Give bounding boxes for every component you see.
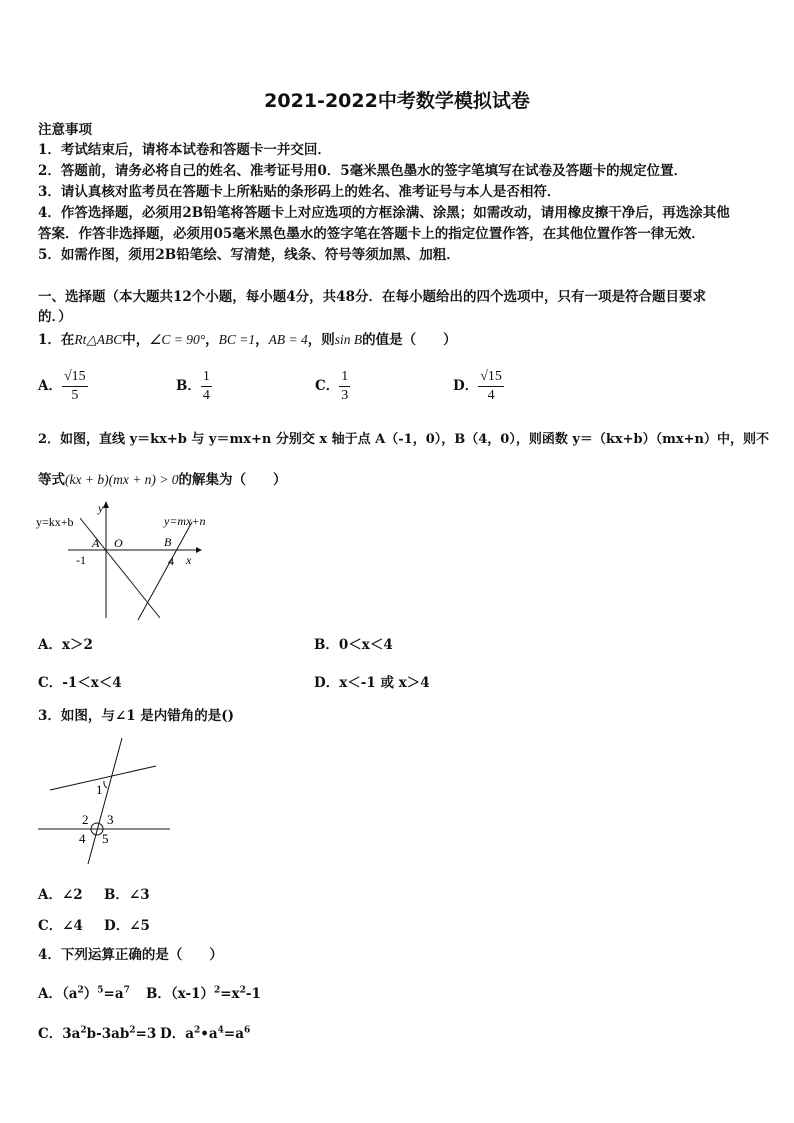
origin-label: O: [114, 536, 123, 550]
q3-option-b[interactable]: B．∠3: [104, 887, 150, 903]
notice-item: 1．考试结束后，请将本试卷和答题卡一并交回．: [38, 142, 331, 158]
q2-option-d[interactable]: D．x＜-1 或 x＞4: [314, 675, 430, 691]
label-kx-b: y=kx+b: [36, 515, 74, 529]
q2-option-a[interactable]: A．x＞2: [38, 637, 93, 653]
notice-item: 答案．作答非选择题，必须用05毫米黑色墨水的签字笔在答题卡上的指定位置作答，在其他位置作答一律无效．: [38, 226, 705, 242]
notice-heading: 注意事项: [38, 122, 92, 138]
q4-option-c[interactable]: C．$3a^2b-3ab^2=3$: [38, 1025, 157, 1042]
q4-option-b[interactable]: B．$(x-1)^2=x^2-1$: [146, 985, 261, 1002]
angle-label-4: 4: [79, 831, 86, 846]
q1-option-d[interactable]: D． $\frac{√15}{4}$: [453, 369, 502, 403]
q4-option-d[interactable]: D．$a^2•a^4=a^6$: [160, 1025, 251, 1042]
question-3: 3．如图，与∠1 是内错角的是(): [38, 708, 235, 724]
line-kx-b: [80, 518, 160, 618]
x-axis-arrow-icon: [196, 547, 202, 553]
label-mx-n: y=mx+n: [164, 514, 206, 528]
notice-item: 5．如需作图，须用2B铅笔绘、写清楚，线条、符号等须加黑、加粗．: [38, 247, 460, 263]
q1-option-b[interactable]: B． $\frac{1}{4}$: [176, 369, 210, 403]
y-axis-label: y: [98, 501, 104, 515]
q3-option-c[interactable]: C．∠4: [38, 918, 83, 934]
q1-option-c[interactable]: C． $\frac{1}{3}$: [315, 369, 349, 403]
notice-item: 3．请认真核对监考员在答题卡上所粘贴的条形码上的姓名、准考证号与本人是否相符．: [38, 184, 561, 200]
question-2: 2．如图，直线 y＝kx+b 与 y＝mx+n 分别交 x 轴于点 A（-1，0），B（4，0），则函数 y＝（kx+b）（mx+n）中，则不: [38, 432, 769, 447]
tick-minus-1: -1: [76, 553, 86, 567]
notice-item: 4．作答选择题，必须用2B铅笔将答题卡上对应选项的方框涂满、涂黑；如需改动，请用橡皮擦干净后，再选涂其他: [38, 205, 730, 221]
notice-item: 2．答题前，请务必将自己的姓名、准考证号用0．5毫米黑色墨水的签字笔填写在试卷及答题卡的规定位置．: [38, 163, 688, 179]
angle-label-2: 2: [82, 812, 89, 827]
question-2-line2: 等式(kx + b)(mx + n) > 0的解集为（ ）: [38, 472, 287, 488]
q3-option-d[interactable]: D．∠5: [104, 918, 150, 934]
angle-label-3: 3: [107, 812, 114, 827]
angle-label-1: 1: [96, 782, 103, 797]
q4-option-a[interactable]: A．$(a^2)^5=a^7$: [38, 985, 130, 1002]
q3-angle-figure: [34, 732, 184, 864]
page-title: 2021-2022中考数学模拟试卷: [264, 90, 530, 112]
x-axis-label: x: [186, 553, 192, 567]
angle-1-arc-icon: [104, 781, 107, 788]
point-b-label: B: [164, 535, 172, 549]
question-4: 4．下列运算正确的是（ ）: [38, 947, 223, 963]
upper-line: [50, 766, 156, 790]
point-a-label: A: [92, 536, 100, 550]
y-axis-arrow-icon: [103, 501, 109, 508]
q2-option-c[interactable]: C．-1＜x＜4: [38, 675, 122, 691]
q3-option-a[interactable]: A．∠2: [38, 887, 83, 903]
section-heading-cont: 的．）: [38, 309, 72, 325]
q1-option-a[interactable]: A． $\frac{√15}{5}$: [38, 369, 86, 403]
angle-label-5: 5: [102, 831, 109, 846]
question-1: 1．在Rt△ABC中，∠C = 90°，BC =1，AB = 4，则sin B的值是（ ）: [38, 332, 457, 348]
tick-4: 4: [168, 554, 174, 568]
section-heading: 一、选择题（本大题共12个小题，每小题4分，共48分．在每小题给出的四个选项中，只有一项是符合题目要求: [38, 289, 706, 305]
q2-graph-figure: [34, 498, 224, 624]
q2-option-b[interactable]: B．0＜x＜4: [314, 637, 393, 653]
